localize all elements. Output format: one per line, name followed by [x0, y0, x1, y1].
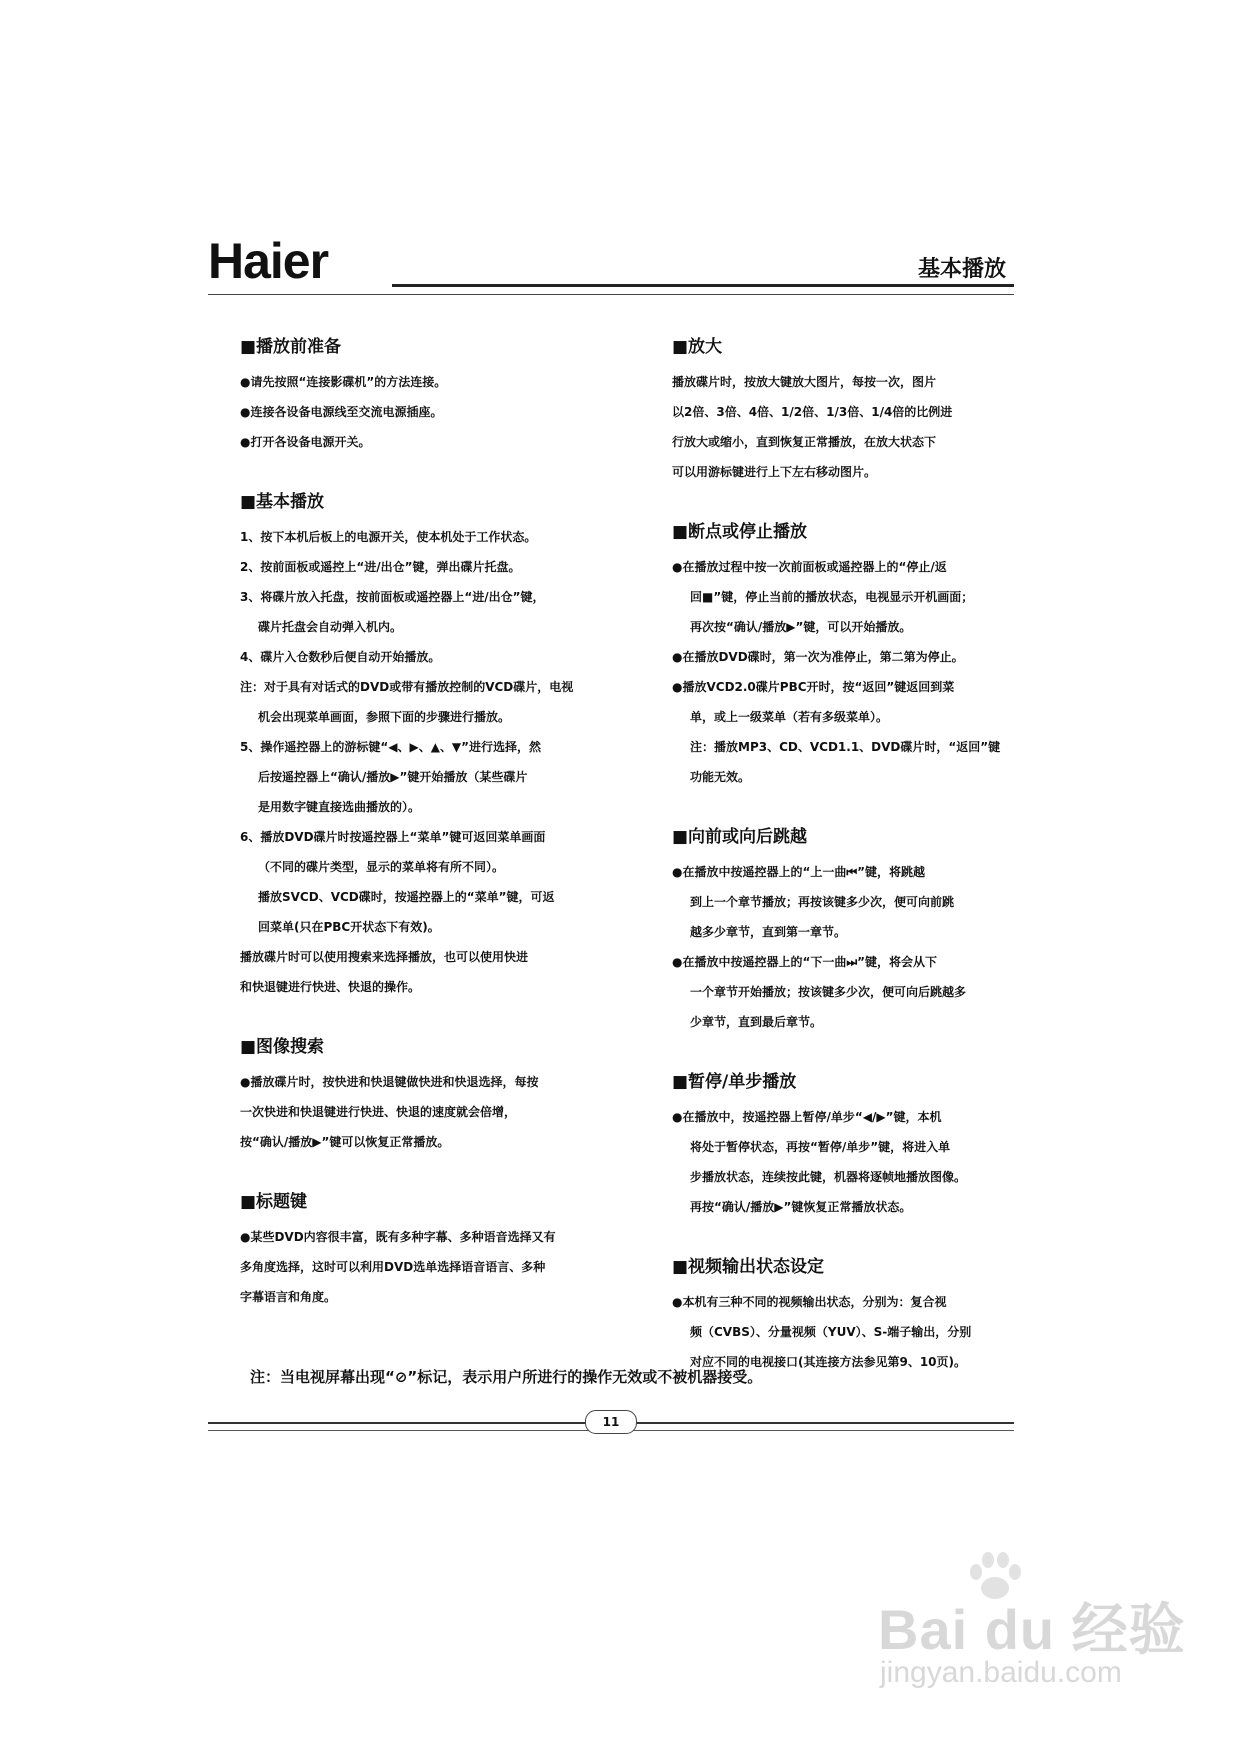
text-line: 以2倍、3倍、4倍、1/2倍、1/3倍、1/4倍的比例进	[672, 405, 953, 419]
text-line: ●本机有三种不同的视频输出状态，分别为：复合视	[672, 1295, 947, 1309]
text-line: 功能无效。	[690, 770, 751, 784]
text-line: 字幕语言和角度。	[240, 1290, 337, 1304]
text-line: 再按“确认/播放▶”键恢复正常播放状态。	[690, 1200, 912, 1214]
text-line: 是用数字键直接选曲播放的）。	[258, 800, 421, 814]
text-line: 播放碟片时可以使用搜索来选择播放，也可以使用快进	[240, 950, 529, 964]
section-title: ■播放前准备	[240, 337, 342, 357]
section	[672, 1067, 1022, 1222]
section	[240, 487, 640, 1002]
footer-note: 注：当电视屏幕出现“⊘”标记，表示用户所进行的操作无效或不被机器接受。	[250, 1368, 763, 1386]
text-line: 一次快进和快退键进行快进、快退的速度就会倍增，	[240, 1105, 517, 1119]
text-line: 多角度选择，这时可以利用DVD选单选择语音语言、多种	[240, 1260, 546, 1274]
section-title: ■图像搜索	[240, 1037, 325, 1057]
text-line: 和快退键进行快进、快退的操作。	[240, 980, 421, 994]
text-line: 后按遥控器上“确认/播放▶”键开始播放（某些碟片	[258, 770, 528, 784]
section	[240, 1032, 640, 1157]
text-line: ●播放VCD2.0碟片PBC开时，按“返回”键返回到菜	[672, 680, 955, 694]
text-line: 回菜单(只在PBC开状态下有效)。	[258, 920, 440, 934]
text-line: 单，或上一级菜单（若有多级菜单）。	[690, 710, 889, 724]
header-rule	[392, 284, 1014, 287]
section	[672, 332, 1022, 487]
watermark-url: jingyan.baidu.com	[880, 1656, 1122, 1689]
text-line: ●播放碟片时，按快进和快退键做快进和快退选择，每按	[240, 1075, 539, 1089]
section-title: ■暂停/单步播放	[672, 1072, 797, 1092]
section	[672, 1252, 1022, 1377]
text-line: 步播放状态，连续按此键，机器将逐帧地播放图像。	[690, 1170, 967, 1184]
brand-logo: Haier	[208, 233, 329, 289]
text-line: ●在播放DVD碟时，第一次为准停止，第二第为停止。	[672, 650, 964, 664]
text-line: 少章节，直到最后章节。	[690, 1015, 823, 1029]
text-line: ●在播放过程中按一次前面板或遥控器上的“停止/返	[672, 560, 947, 574]
text-line: 可以用游标键进行上下左右移动图片。	[672, 465, 877, 479]
section-title: ■放大	[672, 337, 723, 357]
section	[672, 822, 1022, 1037]
section	[240, 1187, 640, 1312]
right-column	[672, 332, 1022, 1407]
text-line: 1、按下本机后板上的电源开关，使本机处于工作状态。	[240, 530, 537, 544]
section-title: ■视频输出状态设定	[672, 1257, 825, 1277]
text-line: 4、碟片入仓数秒后便自动开始播放。	[240, 650, 441, 664]
text-line: 再次按“确认/播放▶”键，可以开始播放。	[690, 620, 912, 634]
text-line: ●在播放中，按遥控器上暂停/单步“◀/▶”键，本机	[672, 1110, 942, 1124]
section	[672, 517, 1022, 792]
text-line: 到上一个章节播放；再按该键多少次，便可向前跳	[690, 895, 955, 909]
text-line: ●在播放中按遥控器上的“下一曲⏭”键，将会从下	[672, 955, 938, 969]
text-line: 播放碟片时，按放大键放大图片，每按一次，图片	[672, 375, 937, 389]
watermark-logo: Bai du 经验	[878, 1598, 1186, 1661]
text-line: 越多少章节，直到第一章节。	[690, 925, 847, 939]
text-line: ●连接各设备电源线至交流电源插座。	[240, 405, 443, 419]
text-line: 2、按前面板或遥控上“进/出仓”键，弹出碟片托盘。	[240, 560, 521, 574]
text-line: ●打开各设备电源开关。	[240, 435, 371, 449]
page-section-title: 基本播放	[918, 257, 1007, 282]
text-line: 按“确认/播放▶”键可以恢复正常播放。	[240, 1135, 450, 1149]
section-title: ■向前或向后跳越	[672, 827, 808, 847]
text-line: 碟片托盘会自动弹入机内。	[258, 620, 403, 634]
text-line: 注：对于具有对话式的DVD或带有播放控制的VCD碟片，电视	[240, 680, 574, 694]
text-line: 回■”键，停止当前的播放状态，电视显示开机画面；	[690, 590, 974, 604]
text-line: ●在播放中按遥控器上的“上一曲⏮”键，将跳越	[672, 865, 926, 879]
text-line: 机会出现菜单画面，参照下面的步骤进行播放。	[258, 710, 511, 724]
section-title: ■基本播放	[240, 492, 325, 512]
section-title: ■标题键	[240, 1192, 308, 1212]
text-line: 6、播放DVD碟片时按遥控器上“菜单”键可返回菜单画面	[240, 830, 546, 844]
text-line: 3、将碟片放入托盘，按前面板或遥控器上“进/出仓”键，	[240, 590, 545, 604]
text-line: （不同的碟片类型，显示的菜单将有所不同）。	[258, 860, 505, 874]
section-title: ■断点或停止播放	[672, 522, 808, 542]
text-line: 频（CVBS）、分量视频（YUV）、S-端子输出，分别	[690, 1325, 972, 1339]
text-line: ●某些DVD内容很丰富，既有多种字幕、多种语音选择又有	[240, 1230, 556, 1244]
text-line: 将处于暂停状态，再按“暂停/单步”键，将进入单	[690, 1140, 951, 1154]
text-line: ●请先按照“连接影碟机”的方法连接。	[240, 375, 447, 389]
text-line: 一个章节开始播放；按该键多少次，便可向后跳越多	[690, 985, 967, 999]
text-line: 播放SVCD、VCD碟时，按遥控器上的“菜单”键，可返	[258, 890, 555, 904]
text-line: 行放大或缩小，直到恢复正常播放，在放大状态下	[672, 435, 937, 449]
text-line: 5、操作遥控器上的游标键“◀、▶、▲、▼”进行选择，然	[240, 740, 542, 754]
text-line: 注：播放MP3、CD、VCD1.1、DVD碟片时，“返回”键	[690, 740, 1001, 754]
page-number: 11	[585, 1410, 637, 1434]
text-line: 对应不同的电视接口(其连接方法参见第9、10页)。	[690, 1355, 967, 1369]
header-rule-thin	[208, 294, 1014, 295]
section	[240, 332, 640, 457]
left-column	[240, 332, 640, 1342]
